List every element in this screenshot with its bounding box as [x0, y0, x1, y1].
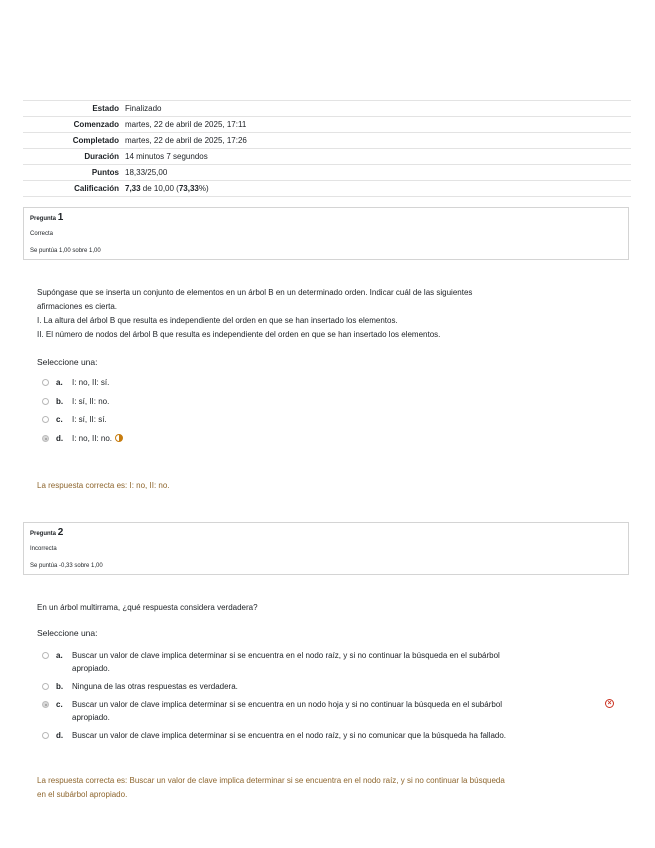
summary-row-started: [23, 117, 631, 133]
option-letter: d.: [56, 434, 64, 443]
radio-button[interactable]: [42, 652, 49, 659]
summary-value: 14 minutos 7 segundos: [125, 149, 631, 165]
summary-label: Duración: [23, 149, 125, 165]
option-text: [72, 698, 602, 724]
radio-button-selected[interactable]: [42, 701, 49, 708]
option-text: I: sí, II: sí.: [72, 415, 107, 424]
radio-button-selected[interactable]: [42, 435, 49, 442]
grade-percent: 73,33: [178, 184, 199, 193]
radio-button[interactable]: [42, 683, 49, 690]
question-number: [30, 212, 63, 223]
option-text-line: Buscar un valor de clave implica determinar si se encuentra en un nodo hoja y si no continuar la búsqueda en el subárbol: [72, 700, 503, 709]
summary-value: martes, 22 de abril de 2025, 17:26: [125, 133, 631, 149]
question-number-prefix: Pregunta: [30, 531, 57, 537]
question-number-value: 1: [57, 212, 64, 223]
question-1-text: [37, 286, 607, 342]
radio-button[interactable]: [42, 379, 49, 386]
question-text-line: afirmaciones es cierta.: [37, 302, 118, 311]
summary-row-grade: [23, 181, 631, 197]
grade-score: 7,33: [125, 184, 141, 193]
summary-label: Estado: [23, 101, 125, 117]
option-text: Buscar un valor de clave implica determinar si se encuentra en el nodo raíz, y si no comunicar que la búsqueda ha fallado.: [72, 731, 507, 740]
option-text-wrap: [72, 432, 602, 445]
question-text-line: I. La altura del árbol B que resulta es independiente del orden en que se han insertado los elementos.: [37, 316, 398, 325]
summary-value: martes, 22 de abril de 2025, 17:11: [125, 117, 631, 133]
question-text-line: Supóngase que se inserta un conjunto de elementos en un árbol B en un determinado orden. Indicar cuál de las siguientes: [37, 288, 473, 297]
summary-label: Calificación: [23, 181, 125, 197]
question-text-line: II. El número de nodos del árbol B que resulta es independiente del orden en que se han insertado los elementos.: [37, 330, 441, 339]
summary-row-points: [23, 165, 631, 181]
option-text: I: sí, II: no.: [72, 397, 110, 406]
feedback-line: La respuesta correcta es: Buscar un valor de clave implica determinar si se encuentra en el nodo raíz, y si no continuar la búsqueda: [37, 776, 505, 785]
summary-grade-value: [125, 181, 631, 197]
question-2-prompt: Seleccione una:: [37, 628, 98, 638]
option-letter: d.: [56, 731, 64, 740]
summary-row-state: [23, 101, 631, 117]
question-number: [30, 527, 63, 538]
option-text-line: Buscar un valor de clave implica determinar si se encuentra en el nodo raíz, y si no continuar la búsqueda en el subárbol: [72, 651, 500, 660]
option-text: [72, 649, 602, 675]
question-number-prefix: Pregunta: [30, 216, 57, 222]
feedback-line: en el subárbol apropiado.: [37, 790, 128, 799]
option-letter: a.: [56, 378, 63, 387]
question-2-correct-answer: [37, 774, 609, 802]
question-state: Incorrecta: [30, 546, 57, 552]
incorrect-icon: ×: [605, 699, 614, 708]
option-letter: c.: [56, 700, 63, 709]
question-state: Correcta: [30, 231, 54, 237]
question-grade: Se puntúa 1,00 sobre 1,00: [30, 248, 101, 254]
question-1-info: [23, 207, 629, 260]
summary-label: Comenzado: [23, 117, 125, 133]
partially-correct-icon: [115, 434, 123, 442]
summary-value: 18,33/25,00: [125, 165, 631, 181]
attempt-summary-table: [23, 100, 631, 197]
summary-label: Completado: [23, 133, 125, 149]
summary-value: Finalizado: [125, 101, 631, 117]
option-text: Ninguna de las otras respuestas es verdadera.: [72, 682, 238, 691]
question-1-prompt: Seleccione una:: [37, 357, 98, 367]
grade-percent-close: %): [198, 184, 209, 193]
option-letter: a.: [56, 651, 63, 660]
radio-button[interactable]: [42, 398, 49, 405]
radio-button[interactable]: [42, 416, 49, 423]
question-2-text: En un árbol multirrama, ¿qué respuesta considera verdadera?: [37, 603, 258, 612]
question-1-correct-answer: La respuesta correcta es: I: no, II: no.: [37, 481, 170, 490]
option-letter: b.: [56, 682, 64, 691]
option-text: I: no, II: sí.: [72, 378, 110, 387]
option-text-line: apropiado.: [72, 664, 110, 673]
summary-row-duration: [23, 149, 631, 165]
option-text-line: apropiado.: [72, 713, 110, 722]
option-text: I: no, II: no.: [72, 434, 113, 443]
question-number-value: 2: [57, 527, 64, 538]
summary-row-completed: [23, 133, 631, 149]
option-letter: b.: [56, 397, 64, 406]
option-letter: c.: [56, 415, 63, 424]
grade-max: de 10,00 (: [140, 184, 179, 193]
radio-button[interactable]: [42, 732, 49, 739]
question-2-info: [23, 522, 629, 575]
summary-label: Puntos: [23, 165, 125, 181]
question-grade: Se puntúa -0,33 sobre 1,00: [30, 563, 103, 569]
